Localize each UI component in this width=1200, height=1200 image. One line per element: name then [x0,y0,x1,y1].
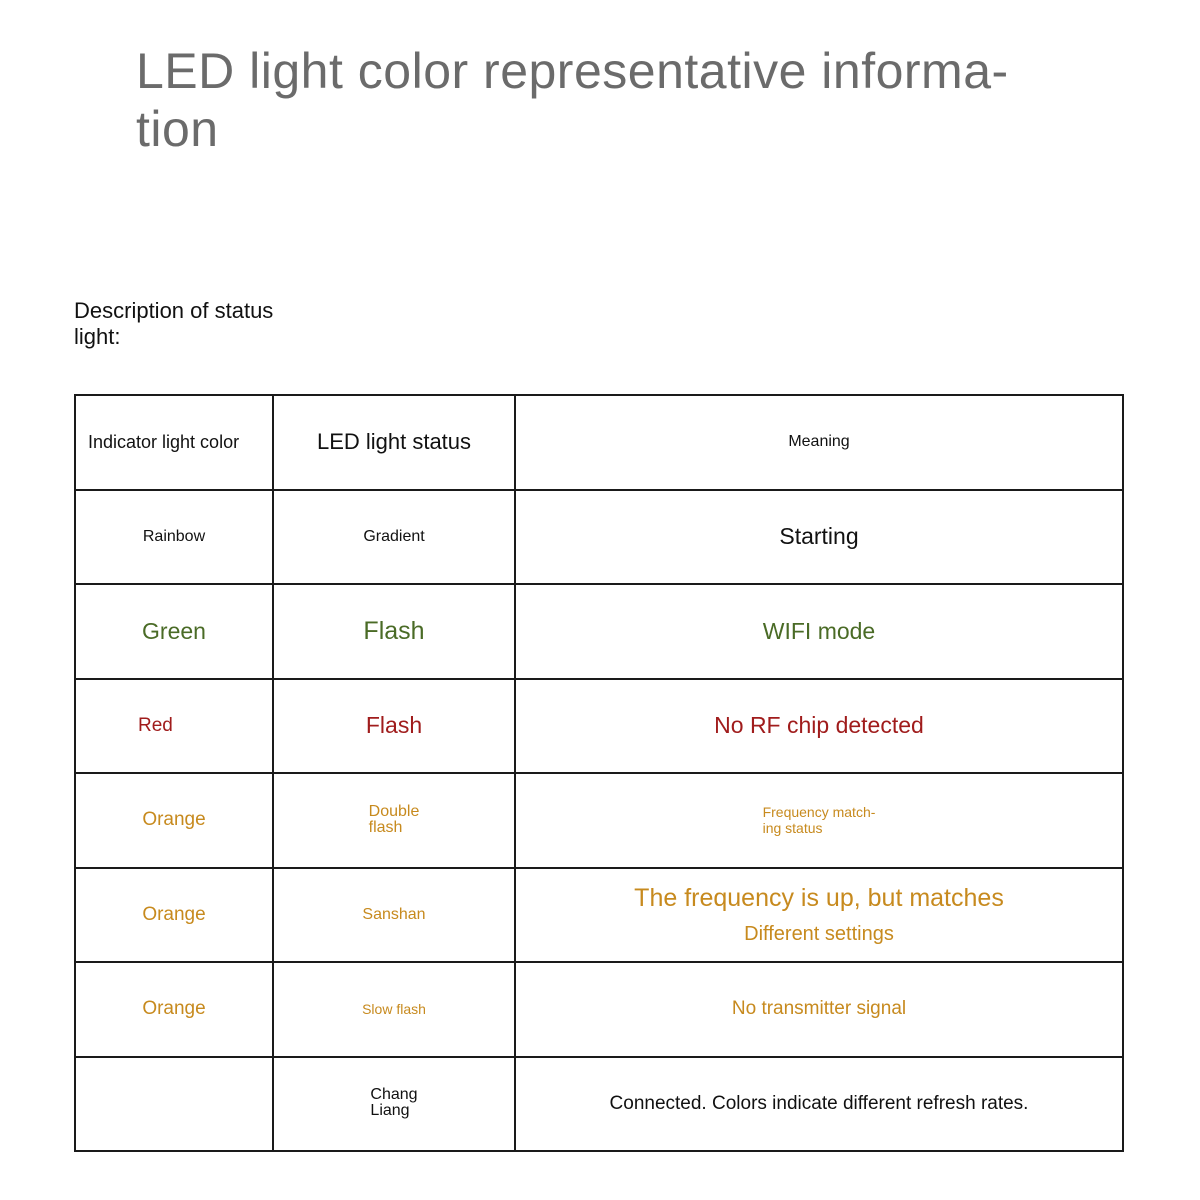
row-4-meaning-line-2: ing status [762,820,823,837]
header-meaning: Meaning [515,395,1123,490]
row-6-color: Orange [75,962,273,1057]
header-led-status: LED light status [273,395,515,490]
row-7-status [273,1057,515,1152]
row-5-meaning-line-2: Different settings [744,922,894,945]
row-3-color: Red [75,679,273,774]
row-5-status: Sanshan [273,868,515,963]
row-7-status-line-2: Liang [370,1102,410,1120]
row-4-meaning [515,773,1123,868]
table-row [75,490,1123,585]
table-header-row [75,395,1123,490]
table-row [75,868,1123,963]
row-1-color: Rainbow [75,490,273,585]
row-2-status: Flash [273,584,515,679]
table-row [75,962,1123,1057]
row-4-status-line-1: Double [368,802,420,820]
row-4-color: Orange [75,773,273,868]
row-3-meaning: No RF chip detected [515,679,1123,774]
row-1-status: Gradient [273,490,515,585]
page-title [136,42,1066,158]
row-2-meaning: WIFI mode [515,584,1123,679]
table-row [75,584,1123,679]
row-2-color: Green [75,584,273,679]
row-7-status-line-1: Chang [370,1086,418,1104]
row-5-meaning-line-1: The frequency is up, but matches [634,883,1004,912]
section-subtitle-line-2: light: [74,324,121,349]
row-7-color [75,1057,273,1152]
row-6-status: Slow flash [273,962,515,1057]
row-4-meaning-line-1: Frequency match- [762,804,876,821]
table-row [75,1057,1123,1152]
header-indicator-color: Indicator light color [75,395,273,490]
row-4-status [273,773,515,868]
page-title-line-2: tion [136,101,219,157]
row-5-color: Orange [75,868,273,963]
table-row [75,773,1123,868]
row-4-status-line-2: flash [368,818,403,836]
row-1-meaning: Starting [515,490,1123,585]
section-subtitle-line-1: Description of status [74,298,274,323]
status-light-table [74,394,1124,1152]
section-subtitle [74,298,334,350]
row-5-meaning [515,868,1123,963]
row-7-meaning: Connected. Colors indicate different refresh rates. [515,1057,1123,1152]
row-3-status: Flash [273,679,515,774]
table-row [75,679,1123,774]
row-6-meaning: No transmitter signal [515,962,1123,1057]
page-title-line-1: LED light color representative informa- [136,43,1009,99]
